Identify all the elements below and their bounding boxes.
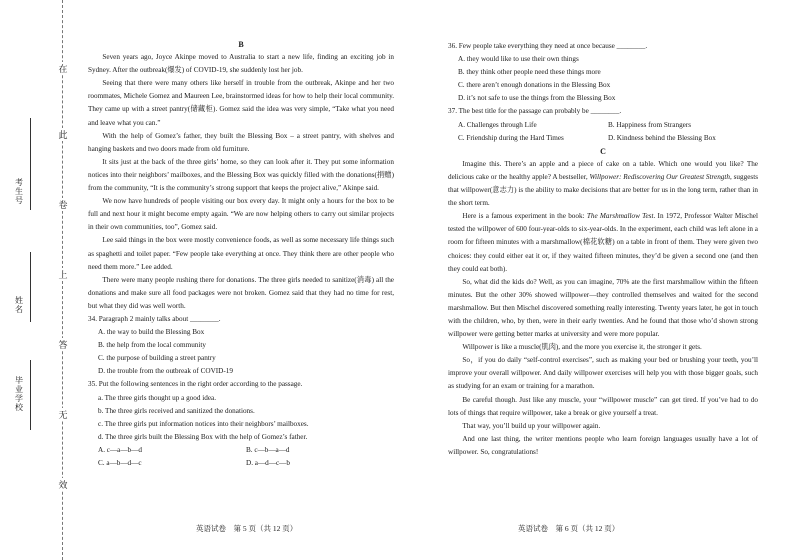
sequence-item: c. The three girls put information notices into their neighbors’ mailboxes.: [98, 419, 309, 428]
sequence-item: b. The three girls received and sanitized the donations.: [98, 406, 255, 415]
page-footer-right: 英语试卷 第 6 页（共 12 页）: [518, 524, 620, 533]
seal-char: 上: [56, 268, 70, 281]
text-run: . In 1972, Professor Walter Mischel tested the willpower of 600 four-year-olds to six-year-olds. In the experiment, each child was left alone in a room for fifteen minutes with a marshmallow(棉花软糖) on a table in front of them. They were given two choices: they could either eat it or, if they waited fifteen minutes, they’d be given a second one (and then they could eat both).: [448, 212, 758, 273]
paragraph: There were many people rushing there for donations. The three girls needed to sanitize(消毒) all the donations and make sure all food packages were not broken. Gomez said that they had no time for rest, but what they did was well worth.: [88, 275, 394, 310]
seal-char: 效: [56, 478, 70, 491]
name-line: [30, 252, 31, 322]
paragraph: With the help of Gomez’s father, they built the Blessing Box – a street pantry, with shelves and hanging baskets and two doors made from old furniture.: [88, 131, 394, 153]
option: B. Happiness from Strangers: [608, 120, 692, 129]
option-row: [88, 457, 394, 470]
option: A. the way to build the Blessing Box: [98, 328, 205, 337]
sequence-item: d. The three girls built the Blessing Box with the help of Gomez’s father.: [98, 432, 308, 441]
binding-margin: [0, 0, 80, 560]
school-line: [30, 360, 31, 430]
option: B. they think other people need these things more: [458, 68, 601, 77]
paragraph: Seeing that there were many others like herself in trouble from the outbreak, Akinpe and her two roommates, Michele Gomez and Maureen Lee, brainstormed ideas for how to help their local community. They came up with a street pantry(储藏柜). Gomez said the idea was very simple, “Take what you need and leave what you can.”: [88, 79, 394, 127]
question-35-stem: 35. Put the following sentences in the right order according to the passage.: [88, 380, 303, 389]
paragraph: It sits just at the back of the three girls’ home, so they can look after it. They put some information notices into their neighbors’ mailboxes, and the Blessing Box was quickly filled with the donations(捐赠) from the community, “It is the community’s strong support that keeps the project alive,” Akinpe said.: [88, 157, 394, 193]
option: C. the purpose of building a street pantry: [98, 354, 216, 363]
name-label: 姓名: [15, 296, 23, 314]
experiment-title: The Marshmallow Test: [586, 212, 654, 221]
option-row: [88, 444, 394, 457]
student-id-label: 考生号: [15, 178, 23, 205]
paragraph: [448, 210, 758, 275]
option: B. the help from the local community: [98, 341, 206, 350]
school-label: 毕业学校: [15, 376, 23, 412]
option-row: [448, 132, 758, 145]
paragraph: That way, you’ll build up your willpower again.: [462, 421, 601, 430]
option: D. Kindness behind the Blessing Box: [608, 133, 716, 142]
paragraph: So, what did the kids do? Well, as you can imagine, 70% ate the first marshmallow within the fifteen minutes. But the other 30% showed willpower—they controlled themselves and waited for the second marshmallow. But then Mischel discovered something really interesting. Twenty years later, he got in touch with the children, who, by then, were in their early twenties. And he found that those who’d shown strong willpower were getting better marks at university and were more popular.: [448, 277, 758, 339]
option: A. Challenges through Life: [458, 120, 537, 129]
text-run: Imagine this. There’s an apple and a piece of cake on a table. Which one would you like? The delicious cake or the healthy apple? A bestseller,: [448, 159, 758, 181]
book-title: Willpower: Rediscovering Our Greatest Strength: [589, 172, 730, 181]
paragraph: Seven years ago, Joyce Akinpe moved to Australia to start a new life, finding an exciting job in Sydney. After the outbreak(爆发) of COVID-19, she suddenly lost her job.: [88, 53, 394, 75]
option-row: [448, 119, 758, 132]
option: D. the trouble from the outbreak of COVID-19: [98, 367, 233, 376]
question-37-stem: 37. The best title for the passage can probably be ________.: [448, 107, 622, 116]
option: C. Friendship during the Hard Times: [458, 133, 564, 142]
seal-char: 无: [56, 408, 70, 421]
sequence-item: a. The three girls thought up a good idea.: [98, 393, 217, 402]
paragraph: So，if you do daily “self-control exercises”, such as making your bed or brushing your teeth, you’ll improve your overall willpower. And daily willpower exercises will help you with those bigger goals, such as studying for an exam or training for a marathon.: [448, 356, 758, 391]
paragraph: Willpower is like a muscle(肌肉), and the more you exercise it, the stronger it gets.: [462, 343, 702, 352]
paragraph: We now have hundreds of people visiting our box every day. It might only a hours for the box to be full and next hour it might become empty again. “We are now helping others to carry out similar projects in their own communities, too”, Gomez said.: [88, 197, 394, 232]
paragraph: Lee said things in the box were mostly convenience foods, as well as some necessary life things such as spaghetti and toilet paper. “Few people take everything at once. They think there are other people who need them more.” Lee added.: [88, 236, 394, 271]
seal-char: 此: [56, 128, 70, 141]
student-id-line: [30, 118, 31, 210]
option: B. c—b—a—d: [246, 445, 290, 454]
text-run: Here is a famous experiment in the book:: [462, 212, 587, 221]
option: A. they would like to use their own things: [458, 55, 579, 64]
text-run: , suggests that willpower(意志力) is the ability to make decisions that are better for us in the long term, rather than in the short term.: [448, 172, 758, 208]
page-footer-left: 英语试卷 第 5 页（共 12 页）: [196, 524, 298, 533]
seal-char: 卷: [56, 198, 70, 211]
option: D. it’s not safe to use the things from the Blessing Box: [458, 94, 616, 103]
paragraph: [448, 158, 758, 210]
right-column: [448, 40, 758, 459]
paragraph: And one last thing, the writer mentions people who learn foreign languages usually have a lot of willpower. So, congratulations!: [448, 434, 758, 456]
option: C. there aren’t enough donations in the Blessing Box: [458, 81, 611, 90]
section-title-b: B: [238, 40, 244, 49]
question-34-stem: 34. Paragraph 2 mainly talks about ________.: [88, 314, 221, 323]
option: C. a—b—d—c: [98, 459, 142, 467]
left-column: [88, 38, 394, 470]
section-title-c: C: [600, 146, 606, 156]
paragraph: Be careful though. Just like any muscle, your “willpower muscle” can get tired. If you’ve had to do lots of things that require willpower, take a break or give yourself a treat.: [448, 395, 758, 417]
option: D. a—d—c—b: [246, 459, 290, 467]
seal-char: 在: [56, 62, 70, 75]
question-36-stem: 36. Few people take everything they need at once because ________.: [448, 42, 648, 50]
option: A. c—a—b—d: [98, 445, 142, 454]
seal-char: 答: [56, 338, 70, 351]
